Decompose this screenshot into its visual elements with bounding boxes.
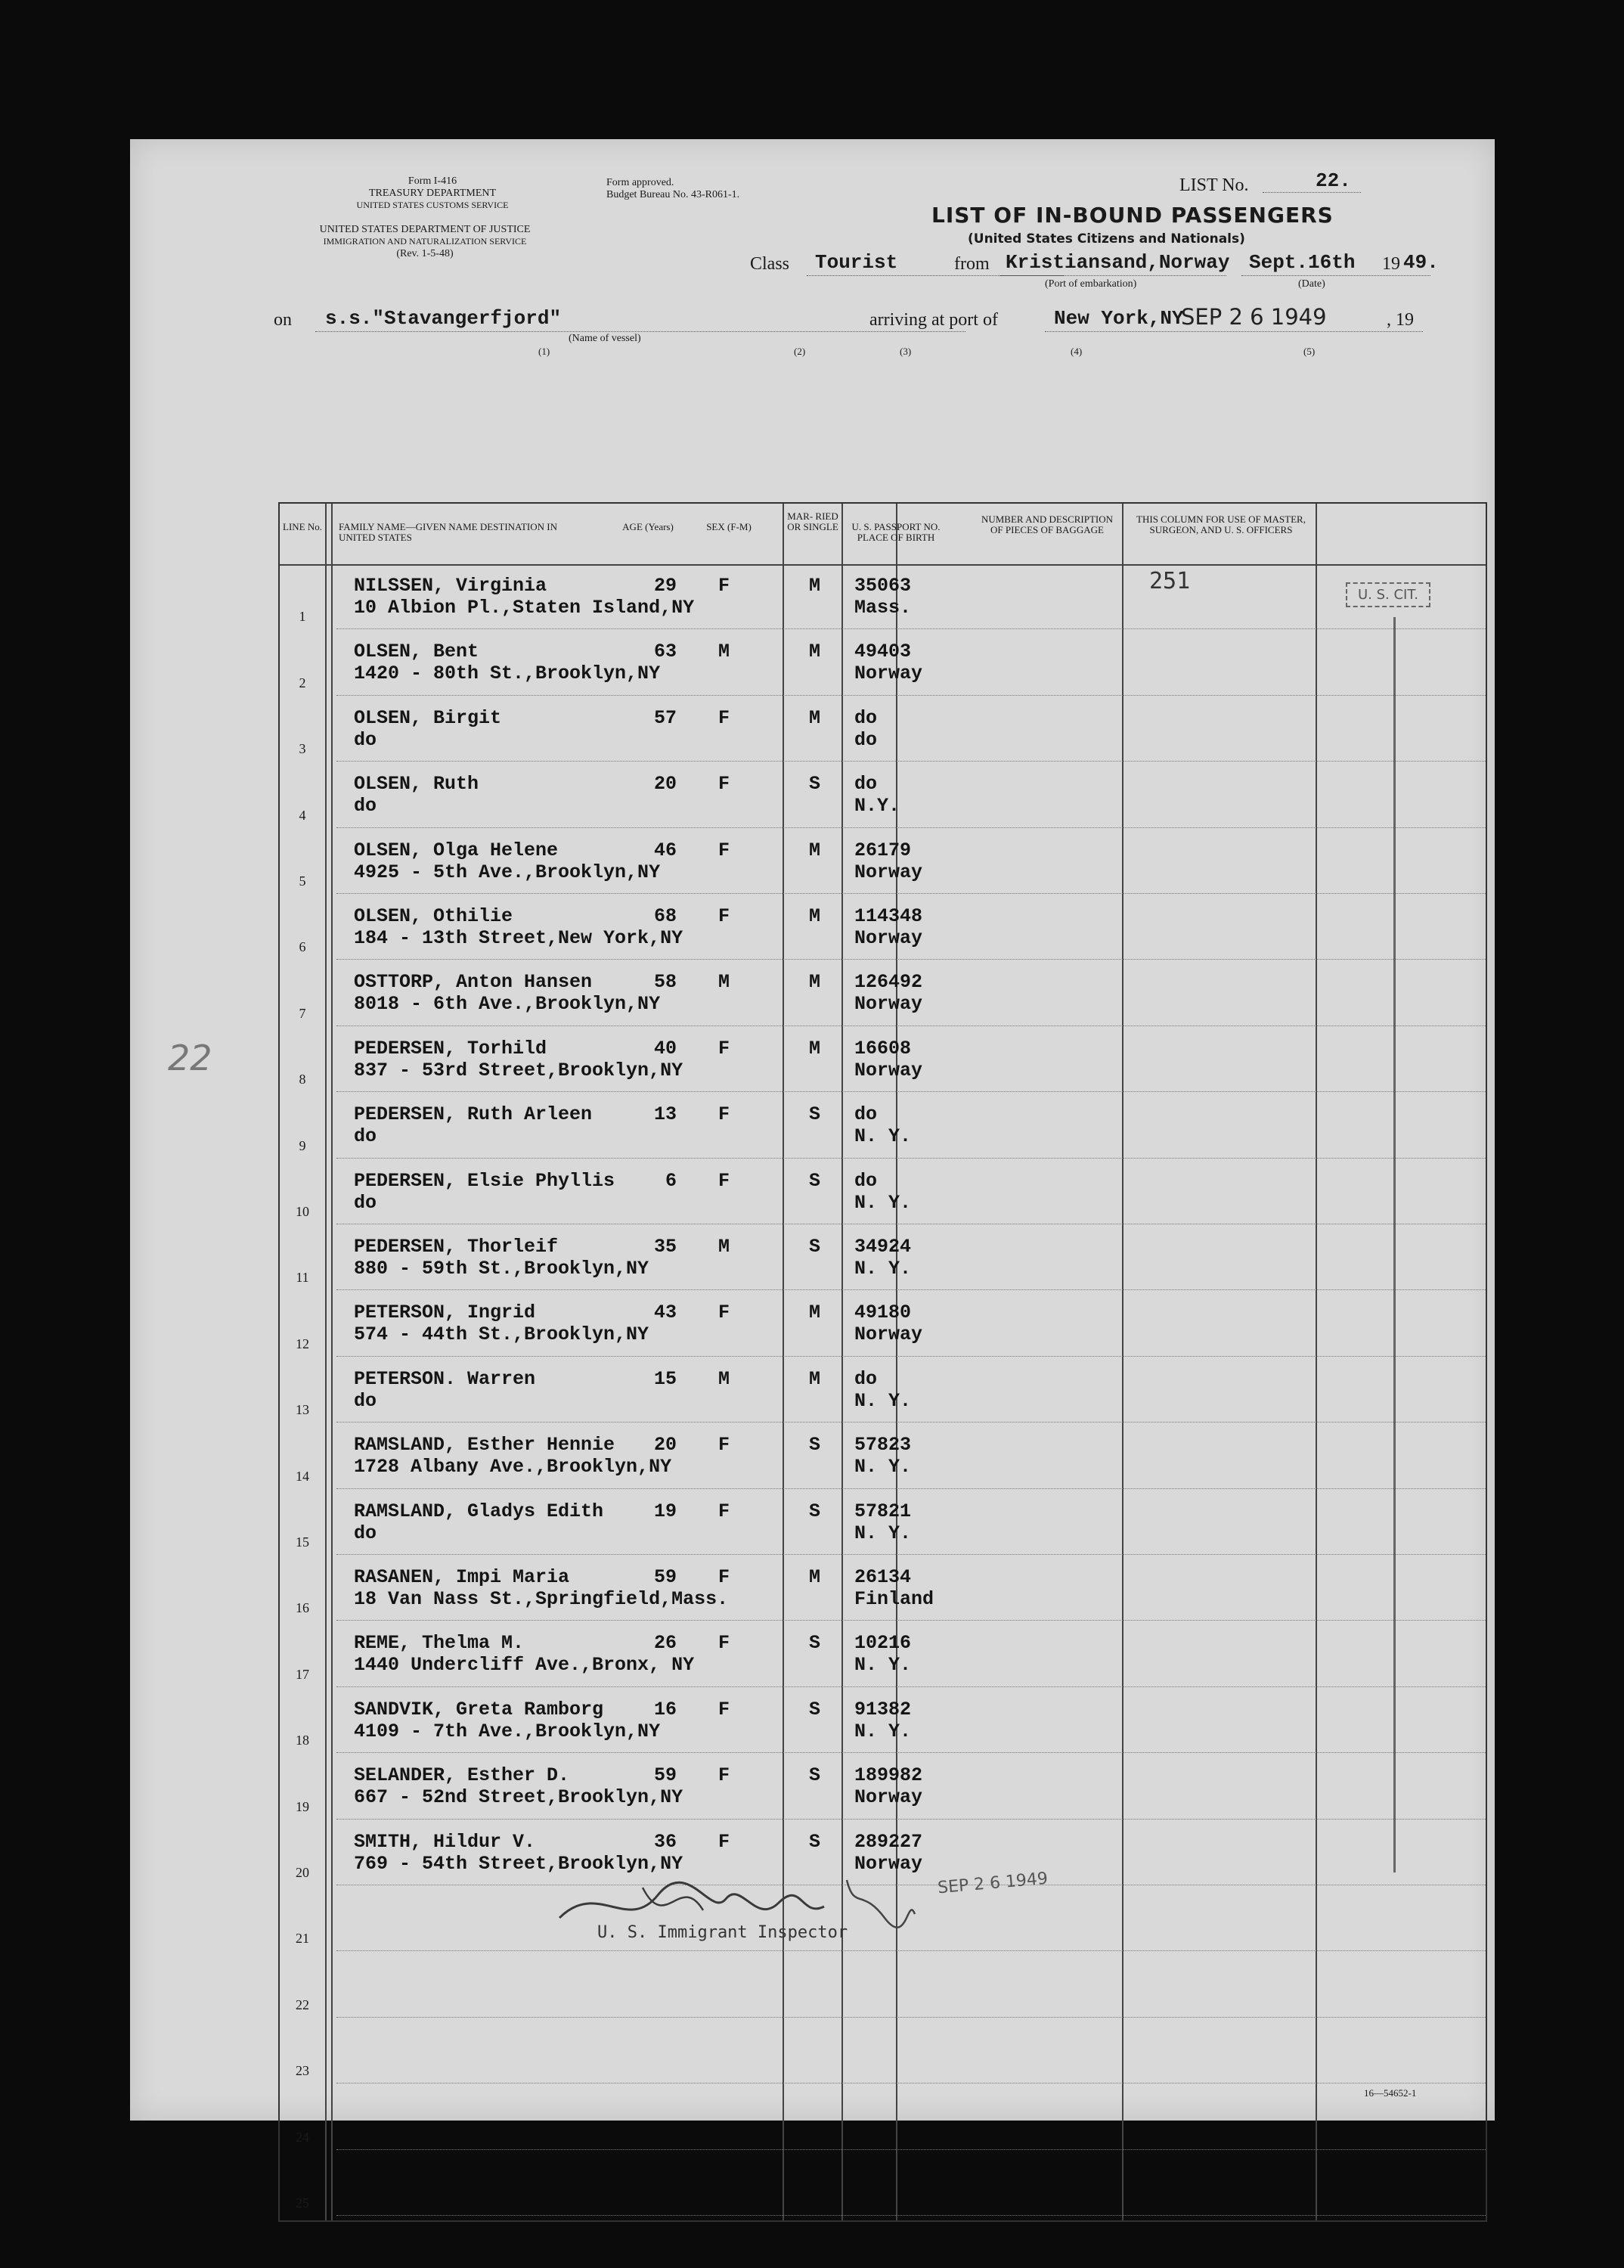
passenger-age: 46 (653, 839, 677, 861)
row-rule (336, 2149, 1486, 2150)
passenger-marital: M (809, 971, 821, 994)
passenger-destination: do (354, 1125, 377, 1148)
class-value: Tourist (815, 251, 898, 274)
passenger-destination: 18 Van Nass St.,Springfield,Mass. (354, 1588, 729, 1610)
passenger-destination: 1728 Albany Ave.,Brooklyn,NY (354, 1456, 672, 1478)
passenger-name: REME, Thelma M. (354, 1632, 525, 1655)
col-head-line: LINE No. (283, 521, 322, 532)
footer-code: 16—54652-1 (1364, 2087, 1417, 2099)
table-row (280, 1292, 1486, 1358)
list-no-label: LIST No. (1179, 175, 1249, 195)
passenger-sex: F (718, 1830, 730, 1853)
passenger-name: PEDERSEN, Thorleif (354, 1236, 559, 1258)
passenger-sex: F (718, 1500, 730, 1522)
passenger-destination: 4925 - 5th Ave.,Brooklyn,NY (354, 861, 661, 883)
row-rule (336, 1356, 1486, 1357)
row-rule (336, 1488, 1486, 1489)
table-row (280, 1425, 1486, 1491)
passenger-sex: F (718, 1566, 730, 1588)
vessel-caption: (Name of vessel) (569, 333, 641, 344)
arriving-label: arriving at port of (869, 310, 998, 330)
page-title: LIST OF IN-BOUND PASSENGERS (931, 203, 1334, 228)
passenger-sex: F (718, 1434, 730, 1457)
line-number: 16 (296, 1600, 309, 1616)
col-head-sex: SEX (F-M) (706, 521, 752, 532)
arrival-year-suffix: , 19 (1387, 310, 1414, 330)
passenger-age: 20 (653, 773, 677, 796)
passenger-name: OSTTORP, Anton Hansen (354, 971, 593, 994)
passenger-name: PEDERSEN, Torhild (354, 1037, 547, 1060)
passport-number: 10216 (854, 1632, 912, 1655)
passenger-marital: M (809, 1367, 821, 1390)
passenger-marital: S (809, 1764, 821, 1787)
col-head-married: MAR- RIED OR SINGLE (787, 510, 838, 532)
arrival-date-stamp: SEP 2 6 1949 (1181, 304, 1327, 330)
line-number: 18 (296, 1733, 309, 1748)
passenger-age: 6 (665, 1169, 677, 1192)
passenger-table (278, 502, 1487, 2222)
table-row (280, 1161, 1486, 1227)
passenger-name: RAMSLAND, Gladys Edith (354, 1500, 604, 1522)
passenger-age: 35 (653, 1236, 677, 1258)
passenger-marital: S (809, 1103, 821, 1126)
passport-number: 16608 (854, 1037, 912, 1060)
passenger-sex: M (718, 971, 730, 994)
row-rule (336, 893, 1486, 894)
row-rule (336, 2017, 1486, 2018)
passenger-marital: S (809, 1434, 821, 1457)
passenger-sex: F (718, 1764, 730, 1787)
table-row (280, 1491, 1486, 1557)
place-of-birth: N. Y. (854, 1720, 912, 1742)
line-number: 8 (299, 1072, 306, 1087)
passenger-destination: do (354, 795, 377, 818)
table-row (280, 2152, 1486, 2218)
col-head-officers: THIS COLUMN FOR USE OF MASTER, SURGEON, AND U. S. OFFICERS (1136, 513, 1306, 535)
table-row (280, 2020, 1486, 2086)
passenger-sex: M (718, 1367, 730, 1390)
from-label: from (954, 254, 990, 274)
line-number: 5 (299, 873, 306, 889)
row-rule (336, 1686, 1486, 1687)
place-of-birth: N.Y. (854, 795, 900, 818)
line-number: 10 (296, 1203, 309, 1219)
passenger-name: RASANEN, Impi Maria (354, 1566, 570, 1588)
passenger-marital: S (809, 1632, 821, 1655)
passenger-destination: 574 - 44th St.,Brooklyn,NY (354, 1323, 649, 1346)
passenger-marital: M (809, 1302, 821, 1324)
date-caption: (Date) (1298, 278, 1325, 290)
place-of-birth: Norway (854, 1323, 923, 1346)
passenger-marital: M (809, 706, 821, 729)
col-head-age: AGE (Years) (622, 521, 674, 532)
table-row (280, 896, 1486, 962)
form-approved: Form approved. (606, 177, 674, 188)
passenger-sex: M (718, 1236, 730, 1258)
inspector-caption: U. S. Immigrant Inspector (597, 1923, 848, 1942)
row-rule (336, 761, 1486, 762)
passenger-marital: M (809, 575, 821, 597)
line-number: 14 (296, 1468, 309, 1484)
passenger-age: 19 (653, 1500, 677, 1522)
passport-number: 26179 (854, 839, 912, 861)
row-rule (336, 827, 1486, 828)
passport-number: 34924 (854, 1236, 912, 1258)
passenger-age: 36 (653, 1830, 677, 1853)
list-no-value: 22. (1316, 169, 1351, 192)
passenger-destination: 837 - 53rd Street,Brooklyn,NY (354, 1059, 683, 1081)
place-of-birth: Norway (854, 1059, 923, 1081)
passenger-marital: M (809, 1566, 821, 1588)
line-number: 25 (296, 2195, 309, 2211)
passenger-sex: F (718, 839, 730, 861)
passenger-destination: 1440 Undercliff Ave.,Bronx, NY (354, 1654, 695, 1677)
passenger-age: 29 (653, 575, 677, 597)
place-of-birth: Finland (854, 1588, 934, 1610)
from-value: Kristiansand,Norway (1006, 251, 1230, 274)
vessel-value: s.s."Stavangerfjord" (325, 307, 562, 330)
embark-caption: (Port of embarkation) (1045, 278, 1137, 290)
passport-number: 49403 (854, 641, 912, 663)
passenger-age: 59 (653, 1566, 677, 1588)
row-rule (336, 1289, 1486, 1290)
place-of-birth: Norway (854, 993, 923, 1016)
row-rule (336, 1158, 1486, 1159)
table-row (280, 1689, 1486, 1755)
passenger-marital: S (809, 773, 821, 796)
line-number: 4 (299, 807, 306, 823)
line-number: 11 (296, 1270, 309, 1286)
passenger-marital: M (809, 839, 821, 861)
passport-number: do (854, 1169, 878, 1192)
line-number: 19 (296, 1798, 309, 1814)
table-row (280, 1227, 1486, 1292)
passenger-sex: F (718, 1698, 730, 1720)
passenger-marital: S (809, 1169, 821, 1192)
row-rule (336, 695, 1486, 696)
line-number: 22 (296, 1997, 309, 2012)
passenger-sex: F (718, 1302, 730, 1324)
page-subtitle: (United States Citizens and Nationals) (968, 231, 1245, 247)
year-prefix: 19 (1382, 254, 1400, 274)
line-number: 7 (299, 1005, 306, 1021)
line-number: 15 (296, 1534, 309, 1550)
officer-column-mark (1393, 617, 1396, 1872)
port-underline (1045, 331, 1423, 332)
line-number: 17 (296, 1666, 309, 1682)
passenger-marital: M (809, 641, 821, 663)
date-underline (1241, 275, 1430, 276)
passenger-marital: S (809, 1698, 821, 1720)
table-row (280, 1359, 1486, 1425)
place-of-birth: N. Y. (854, 1125, 912, 1148)
place-of-birth: N. Y. (854, 1456, 912, 1478)
form-revision: (Rev. 1-5-48) (396, 248, 454, 259)
from-underline (1000, 275, 1226, 276)
passenger-destination: 1420 - 80th St.,Brooklyn,NY (354, 662, 661, 685)
col-number-1: (1) (538, 346, 550, 357)
passport-number: 57821 (854, 1500, 912, 1522)
col-number-5: (5) (1303, 346, 1316, 357)
vessel-underline (315, 331, 965, 332)
table-row (280, 631, 1486, 697)
row-rule (336, 1422, 1486, 1423)
passenger-age: 58 (653, 971, 677, 994)
passenger-marital: S (809, 1500, 821, 1522)
passport-number: 126492 (854, 971, 923, 994)
row-rule (336, 1091, 1486, 1092)
place-of-birth: Norway (854, 662, 923, 685)
row-rule (336, 1025, 1486, 1026)
passport-number: do (854, 1367, 878, 1390)
line-number: 20 (296, 1864, 309, 1880)
dept-customs: UNITED STATES CUSTOMS SERVICE (356, 200, 509, 210)
passenger-age: 13 (653, 1103, 677, 1126)
passenger-marital: M (809, 1037, 821, 1060)
row-rule (336, 1819, 1486, 1820)
passport-number: do (854, 773, 878, 796)
passenger-name: OLSEN, Ruth (354, 773, 479, 796)
passenger-name: SANDVIK, Greta Ramborg (354, 1698, 604, 1720)
passenger-destination: do (354, 1522, 377, 1544)
date-value: Sept.16th (1249, 251, 1356, 274)
passenger-name: PEDERSEN, Ruth Arleen (354, 1103, 593, 1126)
passport-number: 35063 (854, 575, 912, 597)
line-number: 1 (299, 609, 306, 625)
passenger-marital: M (809, 905, 821, 927)
passenger-sex: F (718, 1632, 730, 1655)
row-rule (336, 628, 1486, 629)
passenger-age: 68 (653, 905, 677, 927)
passenger-destination: 769 - 54th Street,Brooklyn,NY (354, 1852, 683, 1875)
passenger-destination: 8018 - 6th Ave.,Brooklyn,NY (354, 993, 661, 1016)
line-number: 23 (296, 2063, 309, 2079)
line-number: 9 (299, 1137, 306, 1153)
line-number: 21 (296, 1931, 309, 1947)
line-number: 2 (299, 675, 306, 690)
passenger-age: 59 (653, 1764, 677, 1787)
passenger-name: OLSEN, Birgit (354, 706, 502, 729)
passenger-sex: F (718, 1169, 730, 1192)
baggage-total: 251 (1149, 568, 1191, 594)
passenger-name: OLSEN, Bent (354, 641, 479, 663)
passenger-destination: do (354, 1191, 377, 1214)
passport-number: do (854, 706, 878, 729)
col-number-2: (2) (794, 346, 806, 357)
col-head-passport: U. S. PASSPORT NO. PLACE OF BIRTH (851, 521, 941, 543)
table-row (280, 2086, 1486, 2152)
on-label: on (274, 310, 292, 330)
dept-immigration: IMMIGRATION AND NATURALIZATION SERVICE (323, 236, 527, 247)
form-id: Form I-416 (408, 175, 457, 187)
passport-number: 289227 (854, 1830, 923, 1853)
passenger-age: 16 (653, 1698, 677, 1720)
table-row (280, 1094, 1486, 1160)
dept-treasury: TREASURY DEPARTMENT (368, 188, 497, 199)
place-of-birth: Mass. (854, 597, 912, 619)
passenger-age: 57 (653, 706, 677, 729)
row-rule (336, 1752, 1486, 1753)
passenger-destination: 184 - 13th Street,New York,NY (354, 927, 683, 949)
passenger-name: SMITH, Hildur V. (354, 1830, 536, 1853)
citizen-stamp: U. S. CIT. (1346, 582, 1430, 607)
table-row (280, 1953, 1486, 2019)
passenger-destination: do (354, 728, 377, 751)
passenger-name: PETERSON. Warren (354, 1367, 536, 1390)
line-number: 24 (296, 2129, 309, 2145)
col-number-3: (3) (900, 346, 912, 357)
row-rule (336, 2215, 1486, 2216)
row-rule (336, 1554, 1486, 1555)
passenger-sex: M (718, 641, 730, 663)
table-row (280, 566, 1486, 631)
inspector-date-stamp: SEP 2 6 1949 (937, 1869, 1049, 1898)
passenger-name: OLSEN, Olga Helene (354, 839, 559, 861)
passenger-sex: F (718, 773, 730, 796)
place-of-birth: Norway (854, 927, 923, 949)
place-of-birth: N. Y. (854, 1389, 912, 1412)
col-head-name: FAMILY NAME—GIVEN NAME DESTINATION IN UNITED STATES (339, 521, 558, 543)
passenger-name: PEDERSEN, Elsie Phyllis (354, 1169, 615, 1192)
passenger-age: 43 (653, 1302, 677, 1324)
passenger-age: 20 (653, 1434, 677, 1457)
passenger-name: PETERSON, Ingrid (354, 1302, 536, 1324)
place-of-birth: Norway (854, 1852, 923, 1875)
passenger-destination: 10 Albion Pl.,Staten Island,NY (354, 597, 695, 619)
table-row (280, 962, 1486, 1028)
port-value: New York,NY (1054, 307, 1184, 330)
table-row (280, 764, 1486, 830)
place-of-birth: Norway (854, 861, 923, 883)
table-row (280, 830, 1486, 896)
passenger-list-page (130, 139, 1495, 2211)
table-row (280, 1623, 1486, 1689)
passenger-sex: F (718, 575, 730, 597)
passport-number: 49180 (854, 1302, 912, 1324)
table-row (280, 1029, 1486, 1094)
passenger-destination: 4109 - 7th Ave.,Brooklyn,NY (354, 1720, 661, 1742)
place-of-birth: N. Y. (854, 1191, 912, 1214)
row-rule (336, 1620, 1486, 1621)
passport-number: do (854, 1103, 878, 1126)
list-no-underline (1263, 192, 1361, 193)
passenger-name: RAMSLAND, Esther Hennie (354, 1434, 615, 1457)
year-value: 49. (1403, 251, 1439, 274)
margin-note: 22 (168, 1038, 212, 1078)
passenger-age: 63 (653, 641, 677, 663)
passenger-marital: S (809, 1830, 821, 1853)
col-number-4: (4) (1071, 346, 1083, 357)
passport-number: 26134 (854, 1566, 912, 1588)
passport-number: 189982 (854, 1764, 923, 1787)
line-number: 3 (299, 741, 306, 757)
passenger-age: 26 (653, 1632, 677, 1655)
table-row (280, 1755, 1486, 1821)
passport-number: 114348 (854, 905, 923, 927)
passport-number: 91382 (854, 1698, 912, 1720)
place-of-birth: N. Y. (854, 1654, 912, 1677)
passenger-name: OLSEN, Othilie (354, 905, 513, 927)
passenger-name: SELANDER, Esther D. (354, 1764, 570, 1787)
passport-number: 57823 (854, 1434, 912, 1457)
passenger-age: 15 (653, 1367, 677, 1390)
line-number: 13 (296, 1402, 309, 1418)
passenger-sex: F (718, 706, 730, 729)
place-of-birth: N. Y. (854, 1258, 912, 1280)
passenger-destination: 880 - 59th St.,Brooklyn,NY (354, 1258, 649, 1280)
dept-justice: UNITED STATES DEPARTMENT OF JUSTICE (319, 224, 531, 235)
place-of-birth: N. Y. (854, 1522, 912, 1544)
passenger-sex: F (718, 1037, 730, 1060)
passenger-marital: S (809, 1236, 821, 1258)
row-rule (336, 959, 1486, 960)
line-number: 6 (299, 939, 306, 955)
line-number: 12 (296, 1336, 309, 1351)
budget-bureau: Budget Bureau No. 43-R061-1. (606, 189, 740, 200)
row-rule (336, 1950, 1486, 1951)
passenger-name: NILSSEN, Virginia (354, 575, 547, 597)
passenger-sex: F (718, 905, 730, 927)
passenger-age: 40 (653, 1037, 677, 1060)
place-of-birth: Norway (854, 1786, 923, 1809)
class-label: Class (750, 254, 790, 274)
col-head-baggage: NUMBER AND DESCRIPTION OF PIECES OF BAGGAGE (981, 513, 1114, 535)
passenger-destination: 667 - 52nd Street,Brooklyn,NY (354, 1786, 683, 1809)
passenger-destination: do (354, 1389, 377, 1412)
table-row (280, 1557, 1486, 1623)
place-of-birth: do (854, 728, 878, 751)
passenger-sex: F (718, 1103, 730, 1126)
table-row (280, 698, 1486, 764)
